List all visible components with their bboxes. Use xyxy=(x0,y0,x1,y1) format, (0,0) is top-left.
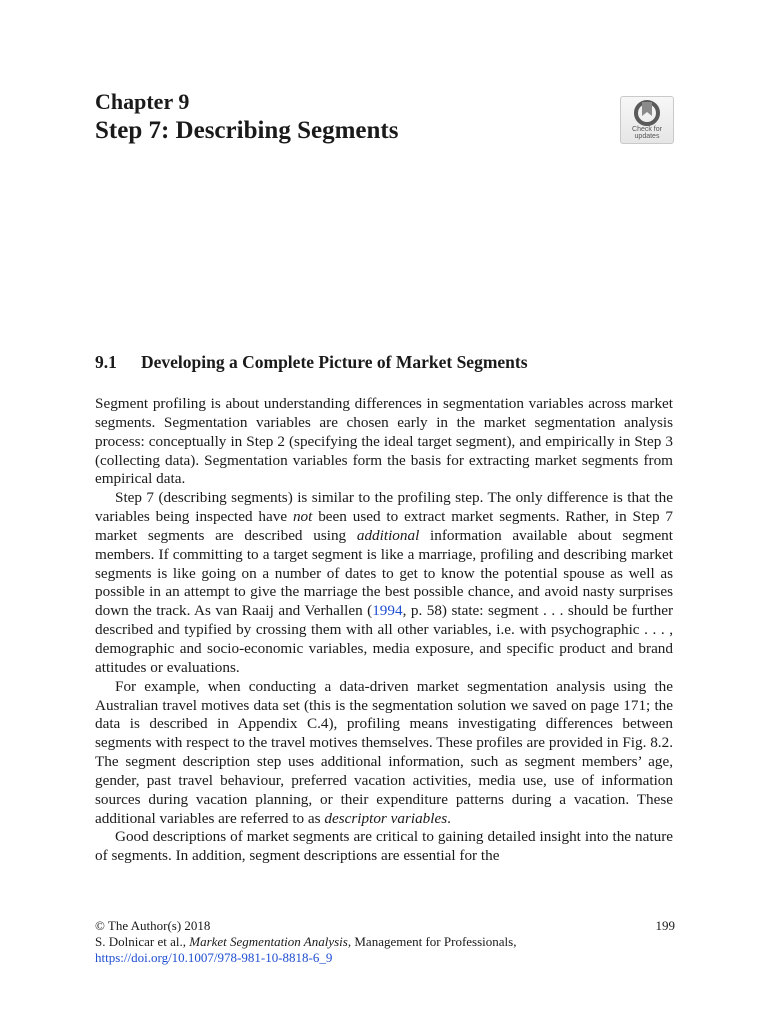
doi-link[interactable]: https://doi.org/10.1007/978-981-10-8818-6_9 xyxy=(95,950,333,965)
check-for-updates-badge[interactable] xyxy=(620,96,674,144)
section-heading xyxy=(95,350,695,374)
page-footer xyxy=(95,918,675,966)
bookmark-ring-icon xyxy=(632,100,662,126)
page-number: 199 xyxy=(655,918,675,933)
body-text xyxy=(95,395,673,866)
paragraph-2: Step 7 (describing segments) is similar to the profiling step. The only difference is that the variables being inspected have not been used to extract market segments. Rather, in Step 7 market segments are described using additional information available about segment members. If committing to a target segment is like a marriage, profiling and describing market segments is like going on a number of dates to get to know the potential spouse as well as possible in an attempt to give the marriage the best possible chance, and avoid nasty surprises down the track. As van Raaij and Verhallen (1994, p. 58) state: segment . . . should be further described and typified by crossing them with all other variables, i.e. with psychographic . . . , demographic and socio-economic variables, media exposure, and specific product and brand attitudes or evaluations. xyxy=(95,489,673,676)
copyright-notice: © The Author(s) 2018 xyxy=(95,918,211,933)
chapter-title: Step 7: Describing Segments xyxy=(95,117,399,144)
citation-line: S. Dolnicar et al., Market Segmentation Analysis, Management for Professionals, xyxy=(95,934,517,949)
badge-line1: Check for xyxy=(632,126,662,133)
section-number: 9.1 xyxy=(95,352,117,372)
chapter-label: Chapter 9 xyxy=(95,89,190,114)
badge-line2: updates xyxy=(634,133,660,140)
section-title: Developing a Complete Picture of Market Segments xyxy=(141,352,528,372)
paragraph-3: For example, when conducting a data-driven market segmentation analysis using the Australian travel motives data set (this is the segmentation solution we saved on page 171; the data is described in Appendix C.4), profiling means investigating differences between segments with respect to the travel motives themselves. These profiles are provided in Fig. 8.2. The segment description step uses additional information, such as segment members’ age, gender, past travel behaviour, preferred vacation activities, media use, use of information sources during vacation planning, or their expenditure patterns during a vacation. These additional variables are referred to as descriptor variables. xyxy=(95,677,673,827)
paragraph-1: Segment profiling is about understanding differences in segmentation variables across market segments. Segmentation variables are chosen early in the market segmentation analysis process: conceptually in Step 2 (specifying the ideal target segment), and empirically in Step 3 (collecting data). Segmentation variables form the basis for extracting market segments from empirical data. xyxy=(95,395,673,488)
paragraph-4: Good descriptions of market segments are critical to gaining detailed insight into the nature of segments. In addition, segment descriptions are essential for the xyxy=(95,828,673,865)
citation-link-1994[interactable]: 1994 xyxy=(372,602,403,620)
